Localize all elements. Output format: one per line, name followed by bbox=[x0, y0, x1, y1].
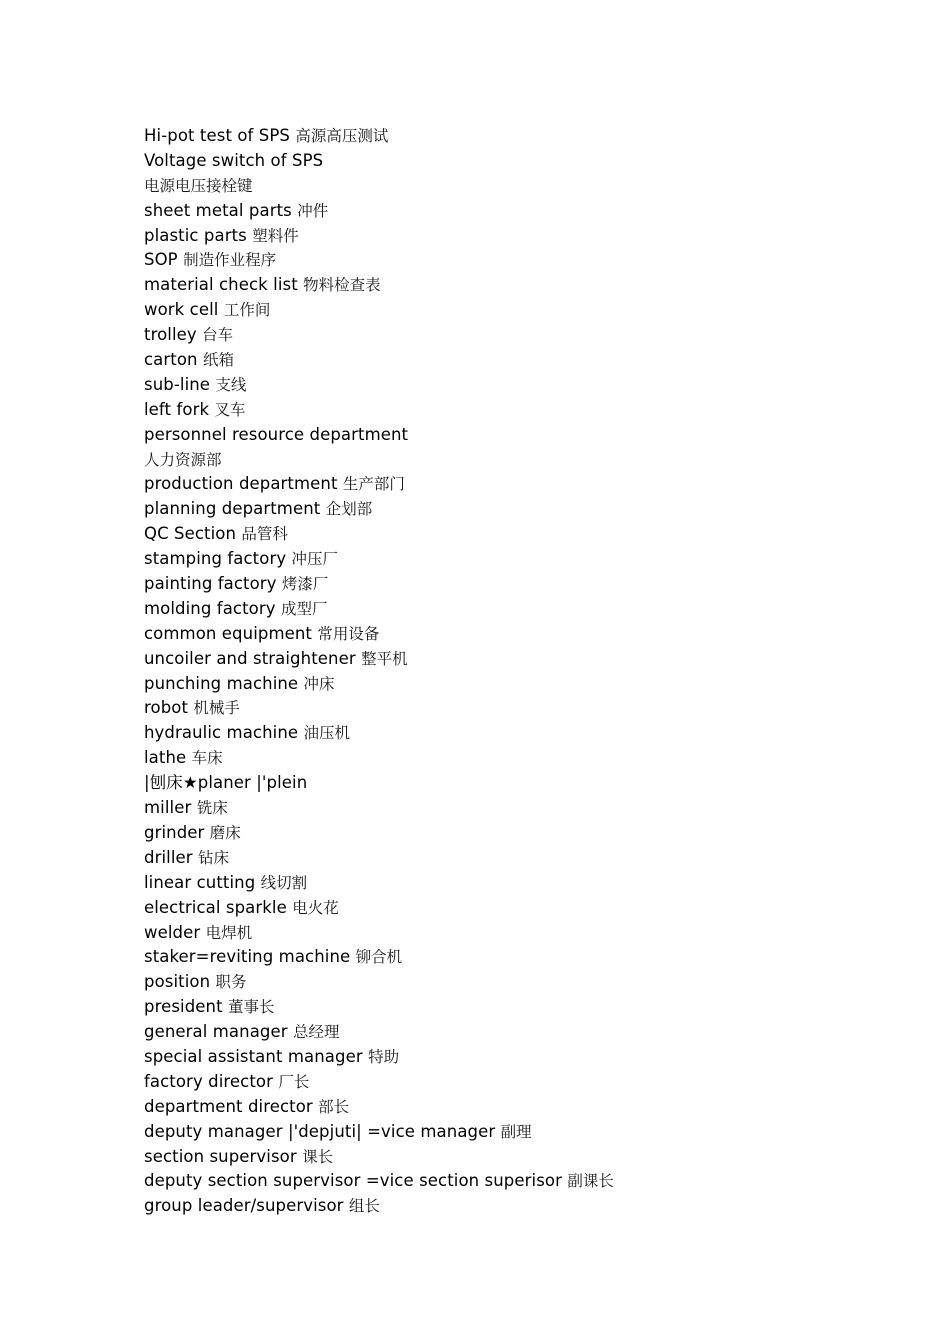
english-term: position bbox=[144, 972, 216, 992]
chinese-term: 钻床 bbox=[198, 848, 230, 867]
chinese-term: 部长 bbox=[318, 1097, 350, 1116]
chinese-term: 支线 bbox=[215, 375, 247, 394]
glossary-line bbox=[144, 721, 904, 746]
english-term: uncoiler and straightener bbox=[144, 648, 362, 668]
english-term: deputy manager |'depjuti| =vice manager bbox=[144, 1121, 501, 1141]
glossary-line bbox=[144, 124, 904, 149]
glossary-line bbox=[144, 398, 904, 423]
chinese-term: 线切割 bbox=[260, 873, 308, 892]
glossary-line bbox=[144, 149, 904, 174]
glossary-line bbox=[144, 796, 904, 821]
chinese-term: 叉车 bbox=[214, 400, 246, 419]
glossary-line bbox=[144, 672, 904, 697]
glossary-line bbox=[144, 522, 904, 547]
english-term: carton bbox=[144, 350, 203, 370]
glossary-line bbox=[144, 622, 904, 647]
english-term: special assistant manager bbox=[144, 1046, 369, 1066]
chinese-term: 塑料件 bbox=[252, 226, 299, 245]
glossary-line bbox=[144, 1070, 904, 1095]
glossary-line bbox=[144, 248, 904, 273]
glossary-line bbox=[144, 597, 904, 622]
english-term: Hi-pot test of SPS bbox=[144, 126, 296, 145]
chinese-term: 烤漆厂 bbox=[281, 575, 329, 594]
chinese-term: 董事长 bbox=[228, 998, 275, 1017]
english-term: section supervisor bbox=[144, 1146, 303, 1166]
english-term: welder bbox=[144, 922, 206, 942]
glossary-line bbox=[144, 1145, 904, 1170]
glossary-line bbox=[144, 647, 904, 672]
english-term: department director bbox=[144, 1096, 319, 1116]
english-term: linear cutting bbox=[144, 872, 261, 892]
chinese-term: 职务 bbox=[215, 973, 247, 992]
glossary-line bbox=[144, 323, 904, 348]
glossary-line bbox=[144, 821, 904, 846]
glossary-line bbox=[144, 696, 904, 721]
glossary-line bbox=[144, 348, 904, 373]
chinese-term: 纸箱 bbox=[202, 351, 234, 370]
english-term: Voltage switch of SPS bbox=[144, 150, 324, 170]
english-term: production department bbox=[144, 474, 343, 494]
glossary-line bbox=[144, 970, 904, 995]
glossary-line bbox=[144, 1095, 904, 1120]
chinese-term: 电焊机 bbox=[205, 923, 253, 942]
chinese-term: 特助 bbox=[368, 1047, 400, 1066]
english-term: deputy section supervisor =vice section superisor bbox=[144, 1171, 568, 1191]
chinese-term: 组长 bbox=[348, 1197, 380, 1216]
chinese-term: 铣床 bbox=[196, 799, 228, 818]
chinese-term: 电源电压接栓键 bbox=[144, 176, 253, 195]
english-term: trolley bbox=[144, 325, 203, 345]
chinese-term: 台车 bbox=[202, 326, 234, 345]
english-term: left fork bbox=[144, 399, 215, 419]
glossary-line bbox=[144, 199, 904, 224]
english-term: electrical sparkle bbox=[144, 897, 293, 917]
chinese-term: 副课长 bbox=[567, 1172, 614, 1191]
chinese-term: 整平机 bbox=[361, 649, 408, 668]
glossary-line bbox=[144, 846, 904, 871]
glossary-line bbox=[144, 871, 904, 896]
glossary-line bbox=[144, 1194, 904, 1219]
english-term: miller bbox=[144, 798, 197, 818]
chinese-term: 高源高压测试 bbox=[295, 127, 389, 145]
english-term: general manager bbox=[144, 1022, 293, 1042]
glossary-line bbox=[144, 298, 904, 323]
glossary-line bbox=[144, 572, 904, 597]
english-term: group leader/supervisor bbox=[144, 1196, 349, 1216]
glossary-line bbox=[144, 547, 904, 572]
english-term: driller bbox=[144, 847, 198, 867]
glossary-line bbox=[144, 1045, 904, 1070]
chinese-term: 机械手 bbox=[193, 699, 240, 718]
chinese-term: 磨床 bbox=[209, 823, 241, 842]
chinese-term: 厂长 bbox=[278, 1072, 310, 1091]
english-term: molding factory bbox=[144, 598, 281, 618]
english-term: staker=reviting machine bbox=[144, 947, 356, 967]
chinese-term: 冲压厂 bbox=[291, 550, 339, 569]
chinese-term: 人力资源部 bbox=[144, 450, 222, 469]
glossary-line bbox=[144, 995, 904, 1020]
english-term: |刨床★planer |'plein bbox=[144, 773, 308, 793]
english-term: punching machine bbox=[144, 673, 304, 693]
english-term: grinder bbox=[144, 822, 210, 842]
chinese-term: 冲床 bbox=[303, 674, 335, 693]
chinese-term: 铆合机 bbox=[355, 948, 403, 967]
chinese-term: 总经理 bbox=[292, 1023, 340, 1042]
english-term: stamping factory bbox=[144, 549, 292, 569]
chinese-term: 车床 bbox=[191, 749, 223, 768]
glossary-line bbox=[144, 448, 904, 473]
english-term: work cell bbox=[144, 300, 224, 320]
chinese-term: 物料检查表 bbox=[303, 276, 381, 295]
glossary-line bbox=[144, 1020, 904, 1045]
chinese-term: 油压机 bbox=[303, 724, 351, 743]
glossary-line bbox=[144, 497, 904, 522]
chinese-term: 副理 bbox=[500, 1122, 532, 1141]
glossary-line bbox=[144, 896, 904, 921]
chinese-term: 企划部 bbox=[325, 500, 373, 519]
chinese-term: 电火花 bbox=[292, 898, 339, 917]
chinese-term: 课长 bbox=[302, 1147, 334, 1166]
glossary-line bbox=[144, 945, 904, 970]
chinese-term: 工作间 bbox=[223, 301, 271, 320]
glossary-line bbox=[144, 771, 904, 796]
glossary-line bbox=[144, 921, 904, 946]
english-term: hydraulic machine bbox=[144, 723, 304, 743]
english-term: lathe bbox=[144, 748, 192, 768]
english-term: planning department bbox=[144, 499, 326, 519]
glossary-line bbox=[144, 373, 904, 398]
chinese-term: 生产部门 bbox=[342, 475, 405, 494]
english-term: plastic parts bbox=[144, 225, 253, 245]
chinese-term: 品管科 bbox=[241, 525, 288, 544]
glossary-line bbox=[144, 423, 904, 448]
chinese-term: 制造作业程序 bbox=[183, 251, 277, 270]
english-term: robot bbox=[144, 698, 194, 718]
english-term: sub-line bbox=[144, 374, 216, 394]
chinese-term: 冲件 bbox=[297, 201, 329, 220]
glossary-line bbox=[144, 224, 904, 249]
english-term: SOP bbox=[144, 250, 184, 270]
glossary-line bbox=[144, 746, 904, 771]
glossary-line bbox=[144, 1169, 904, 1194]
glossary-line bbox=[144, 174, 904, 199]
english-term: material check list bbox=[144, 275, 304, 295]
english-term: personnel resource department bbox=[144, 424, 409, 444]
document-page bbox=[144, 124, 904, 1219]
glossary-line bbox=[144, 273, 904, 298]
glossary-line bbox=[144, 472, 904, 497]
english-term: factory director bbox=[144, 1071, 279, 1091]
english-term: president bbox=[144, 997, 229, 1017]
chinese-term: 常用设备 bbox=[317, 624, 380, 643]
english-term: sheet metal parts bbox=[144, 200, 298, 220]
english-term: QC Section bbox=[144, 524, 242, 544]
english-term: painting factory bbox=[144, 574, 282, 594]
chinese-term: 成型厂 bbox=[280, 599, 328, 618]
glossary-line bbox=[144, 1120, 904, 1145]
english-term: common equipment bbox=[144, 623, 318, 643]
